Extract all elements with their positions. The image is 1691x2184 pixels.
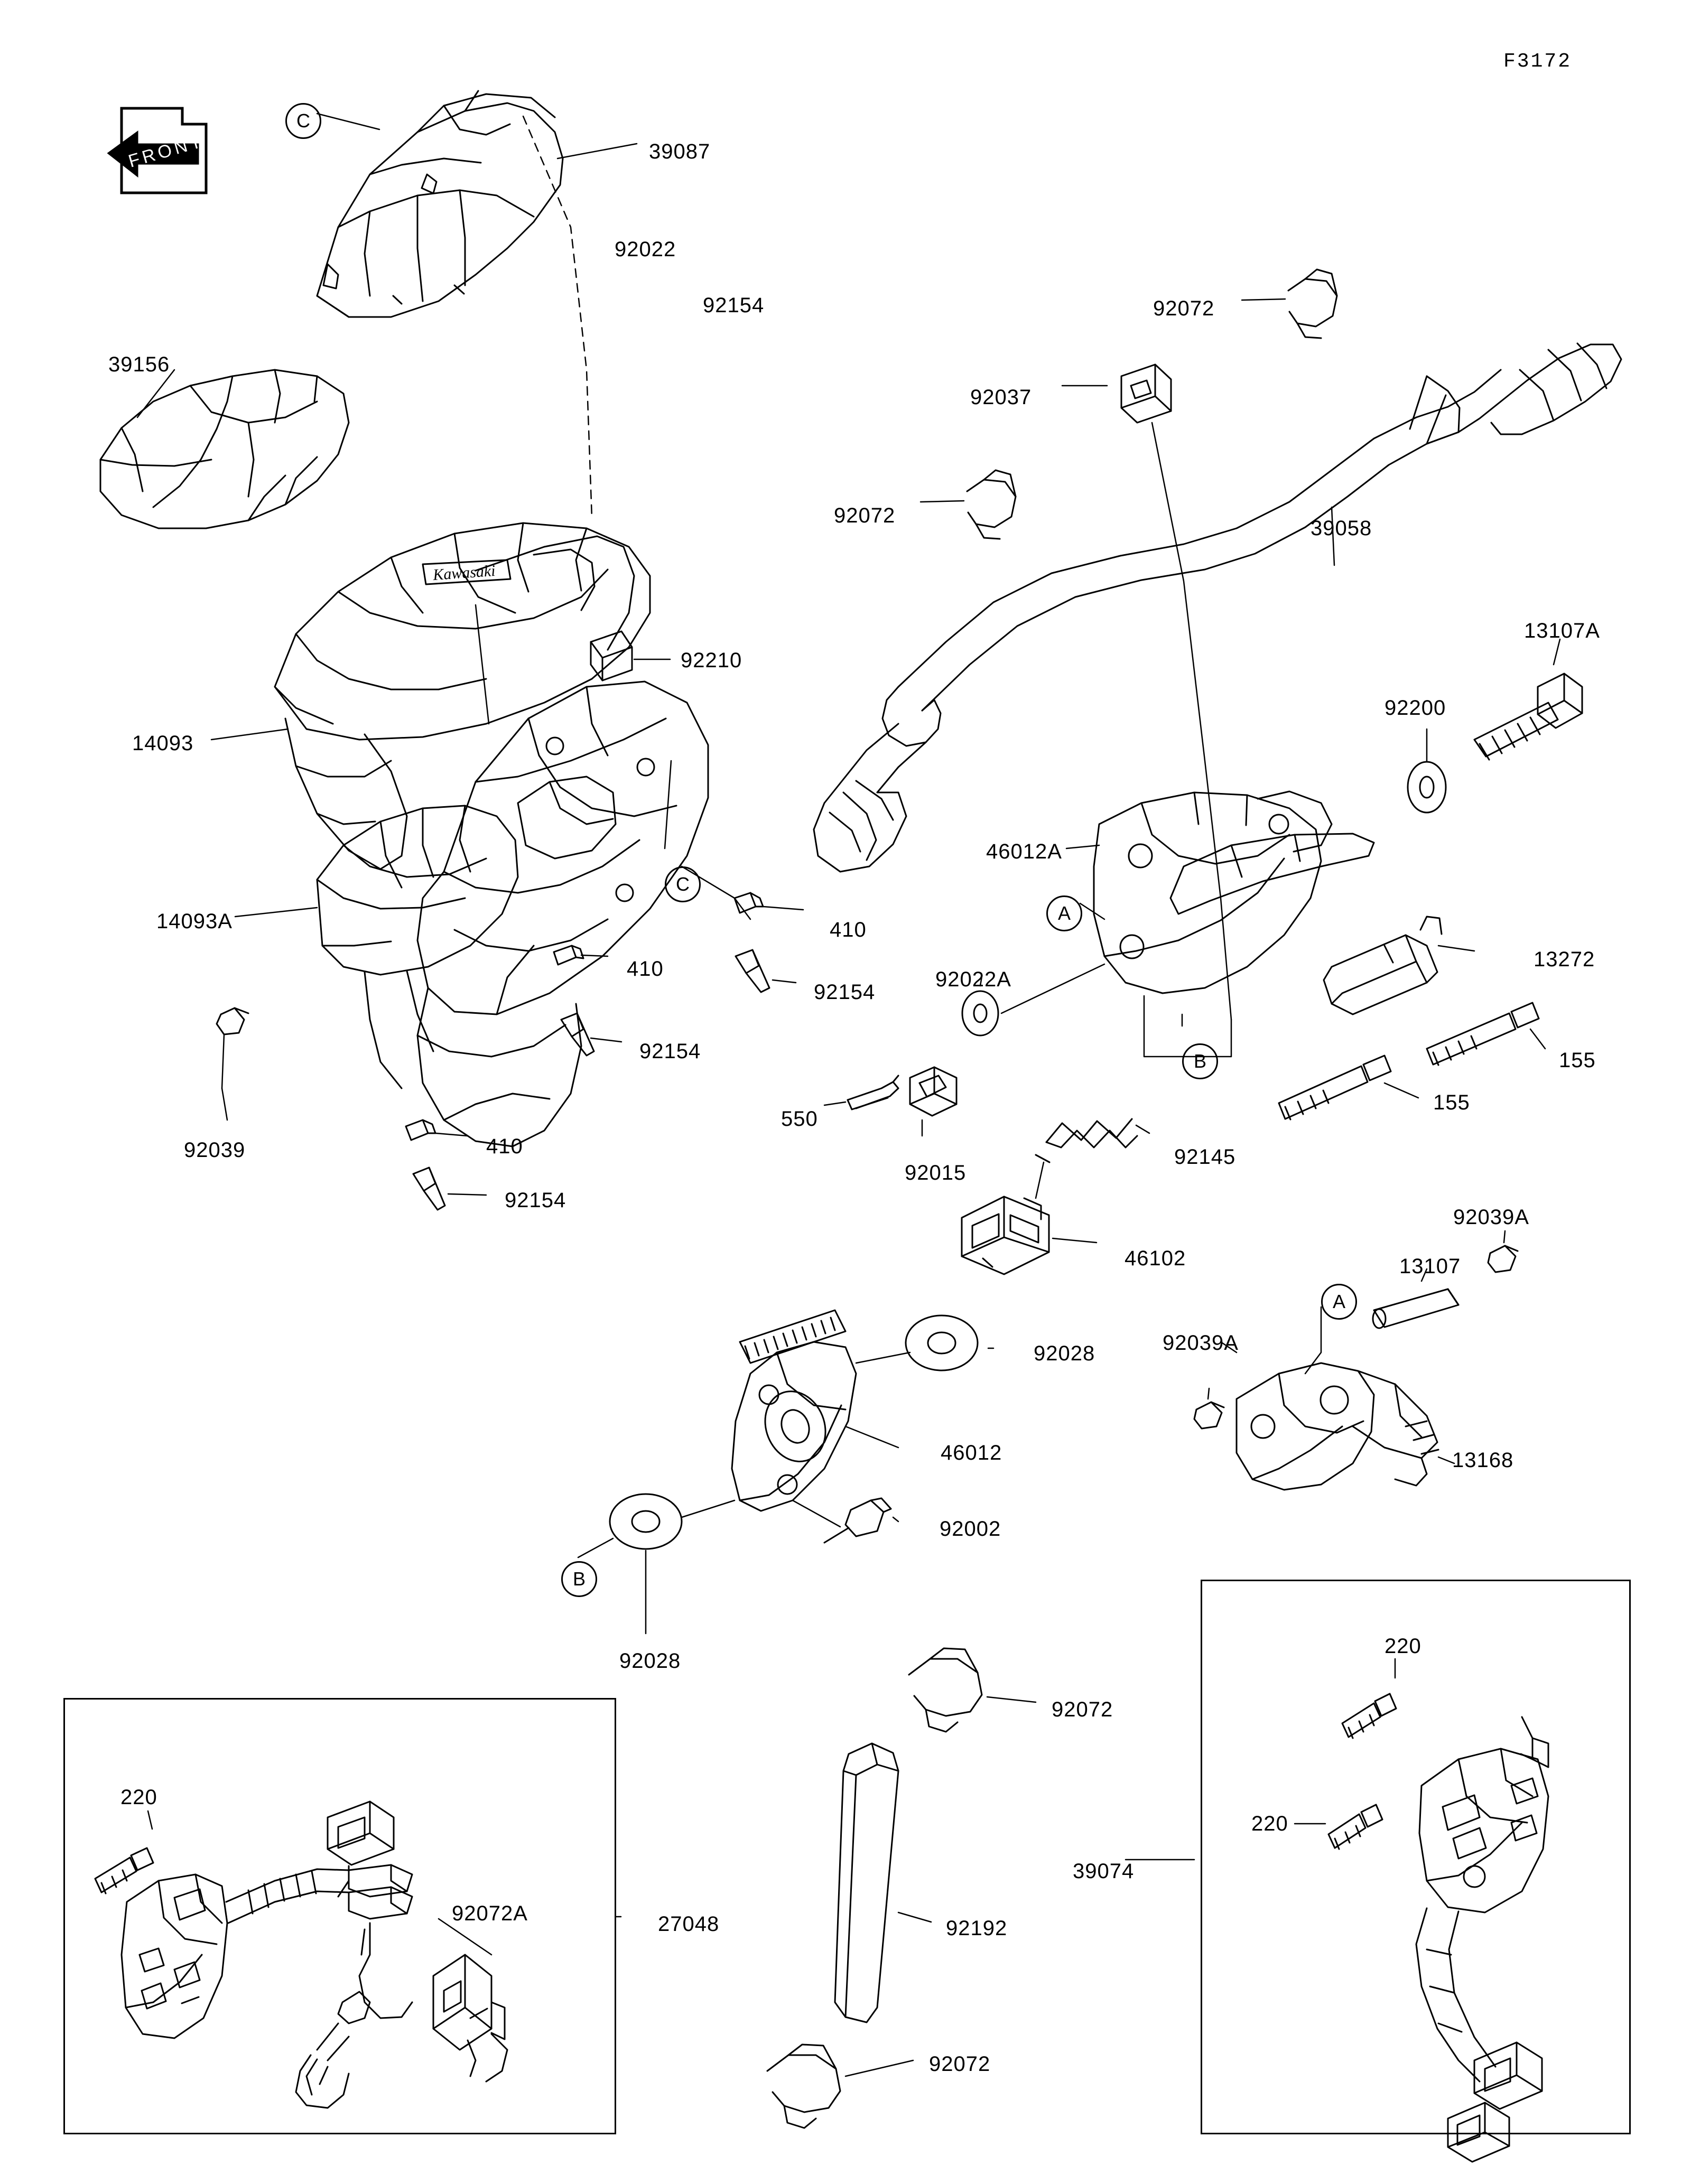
callout-92200: 92200 (1385, 696, 1446, 720)
ref-circle-b-throttle (561, 1561, 597, 1597)
callout-92028-b: 92028 (619, 1649, 681, 1673)
callout-92022: 92022 (615, 238, 676, 261)
ref-circle-label: B (1193, 1050, 1206, 1072)
ref-circle-c-top (285, 103, 321, 139)
svg-text:Kawasaki: Kawasaki (432, 562, 496, 584)
callout-155-b: 155 (1559, 1049, 1596, 1072)
callout-92039: 92039 (184, 1138, 246, 1162)
ref-circle-a-brake (1046, 895, 1082, 931)
callout-92072-c: 92072 (1052, 1698, 1113, 1721)
callout-155-a: 155 (1433, 1091, 1470, 1114)
callout-92072-b: 92072 (834, 504, 896, 527)
callout-410-c: 410 (486, 1135, 523, 1158)
callout-14093: 14093 (132, 732, 194, 755)
callout-39058: 39058 (1311, 517, 1372, 540)
callout-92039A-top: 92039A (1453, 1206, 1529, 1229)
callout-92210: 92210 (681, 649, 742, 672)
callout-13107A: 13107A (1524, 619, 1600, 642)
callout-92154-b: 92154 (814, 981, 876, 1004)
panel-39074 (1201, 1580, 1631, 2134)
callout-92072-a: 92072 (1153, 297, 1215, 320)
ref-circle-label: C (676, 873, 690, 895)
callout-46012A: 46012A (986, 840, 1062, 863)
callout-92039A-left: 92039A (1163, 1331, 1239, 1355)
ref-circle-label: C (296, 110, 310, 132)
callout-92002: 92002 (940, 1517, 1001, 1541)
callout-39074: 39074 (1073, 1860, 1135, 1883)
ref-circle-label: B (572, 1568, 586, 1590)
callout-92192: 92192 (946, 1917, 1008, 1940)
callout-14093A: 14093A (156, 910, 233, 933)
callout-220-left: 220 (120, 1786, 157, 1809)
callout-550: 550 (781, 1107, 818, 1131)
ref-circle-label: A (1057, 902, 1071, 924)
callout-92154-a: 92154 (703, 294, 765, 317)
callout-220-right: 220 (1385, 1635, 1421, 1658)
callout-410-a: 410 (830, 918, 867, 941)
callout-13107: 13107 (1399, 1255, 1461, 1278)
sheet-code: F3172 (1503, 50, 1572, 73)
callout-92154-d: 92154 (505, 1189, 566, 1212)
callout-92037: 92037 (970, 386, 1032, 409)
callout-46102: 46102 (1125, 1247, 1186, 1270)
svg-text:FRONT: FRONT (126, 130, 207, 172)
ref-circle-label: A (1332, 1291, 1345, 1312)
callout-92072-d: 92072 (929, 2052, 991, 2076)
callout-92028-a: 92028 (1034, 1342, 1095, 1365)
callout-92154-c: 92154 (639, 1040, 701, 1063)
panel-27048 (63, 1698, 616, 2134)
callout-92022A: 92022A (935, 968, 1011, 991)
ref-circle-a-lever (1321, 1284, 1357, 1320)
callout-92145: 92145 (1174, 1145, 1236, 1169)
callout-39087: 39087 (649, 140, 711, 163)
callout-220-right-2: 220 (1251, 1812, 1288, 1835)
callout-27048: 27048 (658, 1912, 720, 1936)
ref-circle-c-mid (665, 866, 701, 902)
callout-46012: 46012 (941, 1441, 1002, 1464)
callout-39156: 39156 (108, 353, 170, 376)
callout-410-b: 410 (627, 957, 664, 981)
front-direction-marker (92, 103, 219, 230)
ref-circle-b-brake (1182, 1043, 1218, 1079)
callout-13168: 13168 (1452, 1449, 1514, 1472)
callout-92015: 92015 (905, 1161, 967, 1184)
callout-92072A: 92072A (452, 1902, 528, 1925)
callout-13272: 13272 (1534, 948, 1595, 971)
